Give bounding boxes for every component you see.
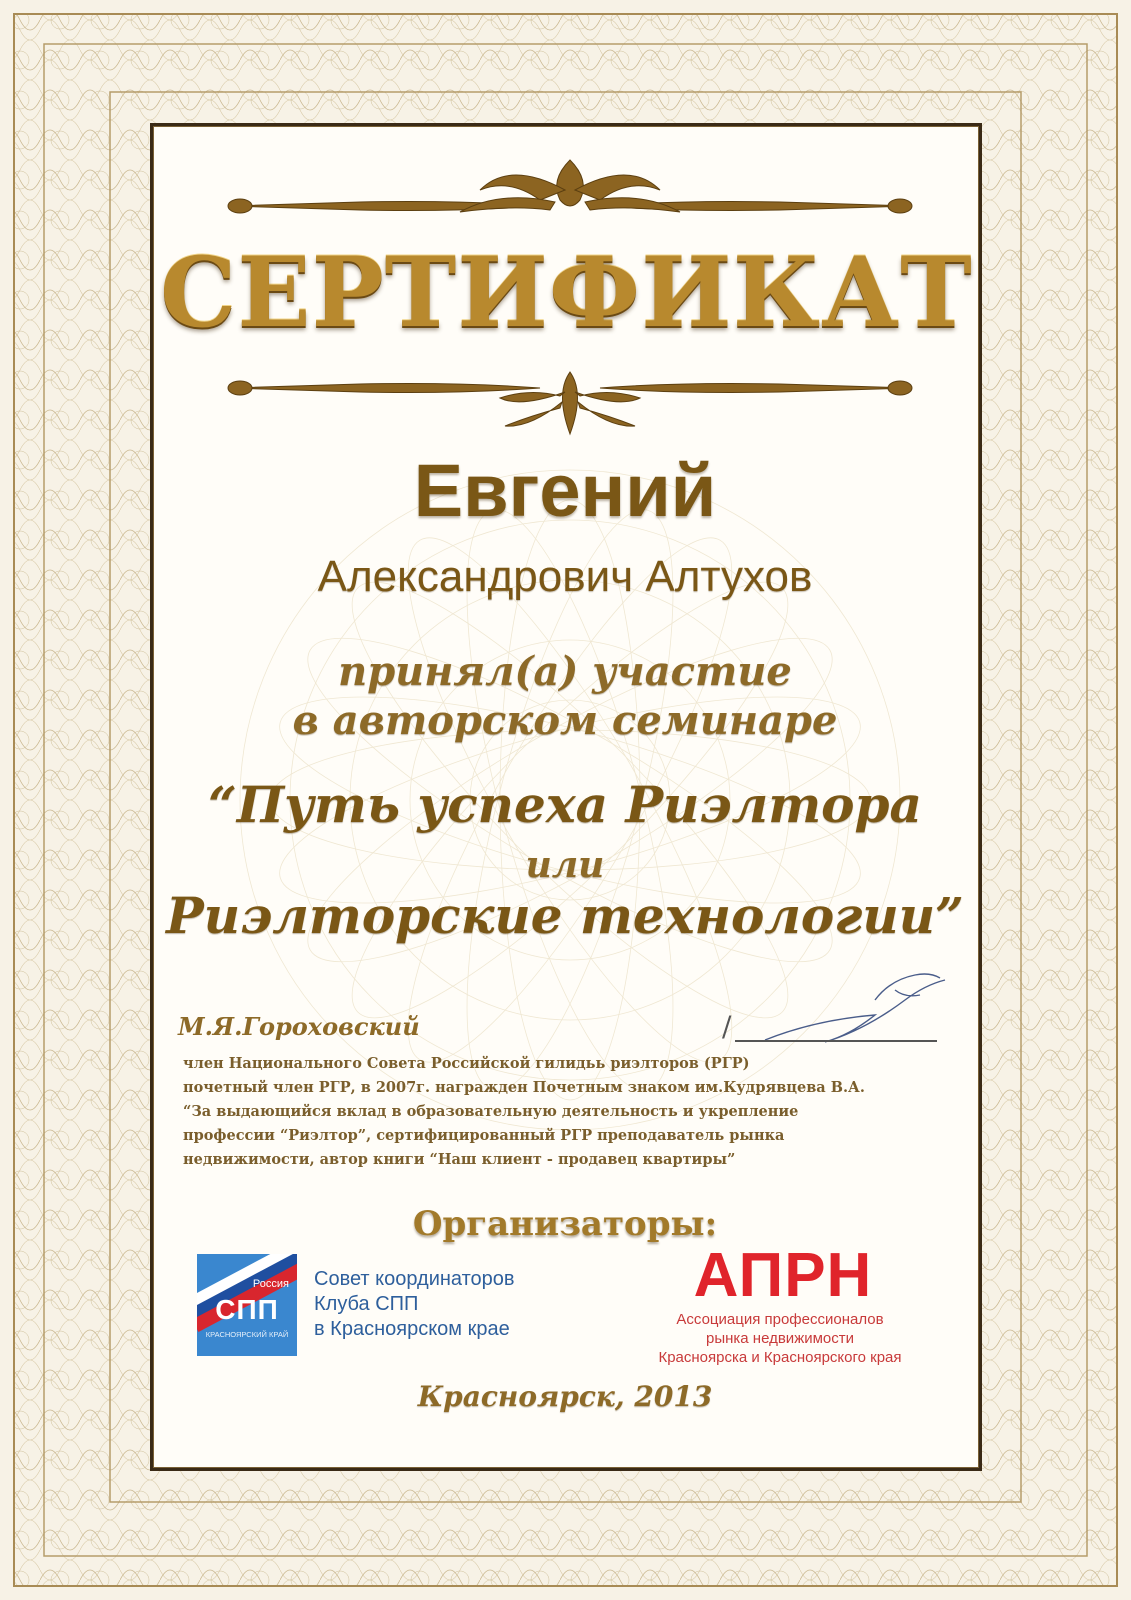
bio-line: почетный член РГР, в 2007г. награжден Почетным знаком им.Кудрявцева В.А. <box>183 1079 865 1096</box>
signature-line <box>735 1040 937 1042</box>
organizers-heading: Организаторы: <box>412 1204 718 1244</box>
spp-logo <box>197 1254 297 1356</box>
aprn-text-line: Ассоциация профессионалов <box>676 1311 884 1328</box>
bio-line: “За выдающийся вклад в образовательную деятельность и укрепление <box>183 1103 799 1120</box>
spp-logo-region: КРАСНОЯРСКИЙ КРАЙ <box>205 1330 289 1339</box>
seminar-title-line-1: “Путь успеха Риэлтора <box>208 775 922 834</box>
aprn-text-line: рынка недвижимости <box>705 1330 855 1347</box>
aprn-logo: АПРН <box>693 1241 873 1310</box>
author-bio <box>183 1052 963 1172</box>
recipient-first-name: Евгений <box>413 449 717 532</box>
spp-text-line: Совет координаторов <box>314 1268 515 1290</box>
city-year: Красноярск, 2013 <box>417 1380 713 1413</box>
aprn-organizer-text <box>630 1310 930 1367</box>
aprn-text-line: Красноярска и Красноярского края <box>658 1349 902 1366</box>
participation-line-1: принял(а) участие <box>338 648 792 695</box>
signature-slash: / <box>722 1010 732 1043</box>
recipient-patronymic-surname: Александрович Алтухов <box>317 552 813 601</box>
bio-line: член Национального Совета Российской гилидьь риэлторов (РГР) <box>183 1055 750 1072</box>
spp-text-line: в Красноярском крае <box>314 1318 510 1340</box>
certificate-title: СЕРТИФИКАТ <box>160 236 973 349</box>
author-name: М.Я.Гороховский <box>178 1012 420 1041</box>
seminar-connector: или <box>525 844 605 886</box>
bio-line: профессии “Риэлтор”, сертифицированный РГР преподаватель рынка <box>183 1127 785 1144</box>
participation-line-2: в авторском семинаре <box>292 697 838 744</box>
bio-line: недвижимости, автор книги “Наш клиент - продавец квартиры” <box>183 1151 736 1168</box>
top-ornament <box>210 150 930 220</box>
spp-organizer-text <box>314 1267 515 1342</box>
spp-logo-abbr: СПП <box>215 1294 279 1325</box>
spp-logo-country: Россия <box>252 1278 289 1290</box>
spp-text-line: Клуба СПП <box>314 1293 419 1315</box>
seminar-title-line-2: Риэлторские технологии” <box>166 886 964 945</box>
handwritten-signature <box>755 960 965 1060</box>
bottom-ornament <box>210 368 930 438</box>
